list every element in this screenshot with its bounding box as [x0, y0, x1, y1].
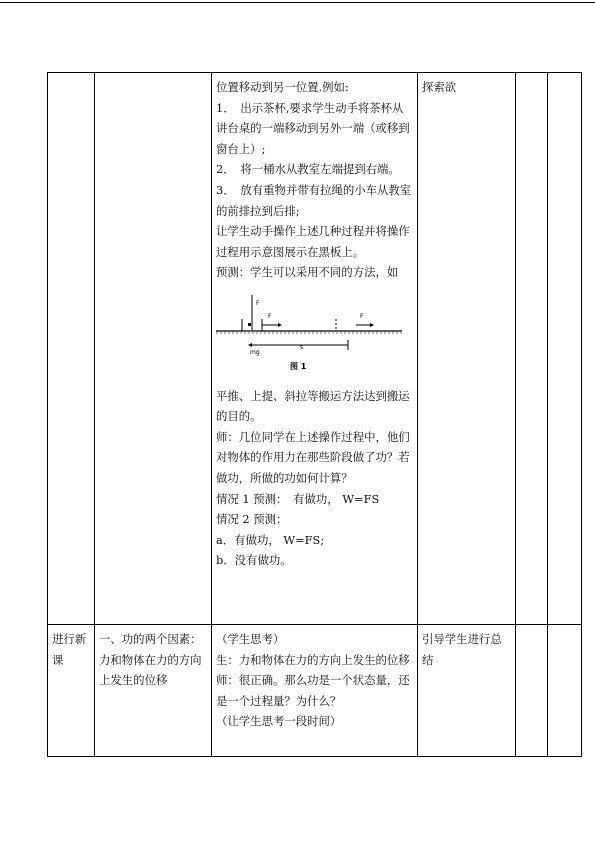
content-line: 预测：学生可以采用不同的方法，如 [216, 265, 399, 280]
empty-cell [548, 625, 582, 757]
label-mg: mg [250, 348, 260, 356]
content-line: 1． 出示茶杯,要求学生动手将茶杯从讲台桌的一端移动到另外一端（或移到窗台上）; [216, 100, 410, 156]
label-f-up: F [256, 299, 260, 307]
content-cell [212, 73, 418, 625]
force-arrowhead-1 [278, 323, 282, 327]
topic-cell [95, 625, 212, 757]
content-cell [212, 625, 418, 757]
empty-cell [516, 625, 548, 757]
table-row [48, 625, 582, 757]
note-text: 探索欲 [422, 80, 457, 94]
content-line: a．有做功， W=FS; [216, 532, 325, 547]
content-line: b．没有做功。 [216, 553, 292, 568]
note-cell [418, 73, 516, 625]
content-line: 生：力和物体在力的方向上发生的位移 [216, 652, 410, 667]
empty-cell [516, 73, 548, 625]
object-dot [248, 323, 251, 326]
label-f-1: F [268, 312, 272, 320]
topic-text: 一、功的两个因素： 力和物体在力的方向上发生的位移 [99, 632, 202, 688]
content-line: 3． 放有重物并带有拉绳的小车从教室的前排拉到后排; [216, 182, 412, 218]
table-row [48, 73, 582, 625]
content-line: 情况 2 预测： [216, 512, 288, 527]
content-line: 师：很正确。那么功是一个状态量，还是一个过程量？为什么？ [216, 673, 410, 708]
content-line: 师：几位同学在上述操作过程中，他们对物体的作用力在那些阶段做了功？若做功，所做的功如何计算？ [216, 429, 410, 485]
content-line: （让学生思考一段时间） [216, 714, 342, 729]
content-line: 2． 将一桶水从教室左端提到右端。 [216, 162, 400, 177]
content-line: 平推、上提、斜拉等搬运方法达到搬运的目的。 [216, 388, 410, 424]
content-line: （学生思考） [216, 632, 285, 646]
empty-cell [548, 73, 582, 625]
stage-cell [48, 73, 95, 625]
lesson-plan-table [47, 72, 582, 757]
stage-cell [48, 625, 95, 757]
content-line: 位置移动到另一位置.例如: [216, 80, 349, 94]
stage-text: 进行新课 [52, 632, 87, 667]
content-line: 让学生动手操作上述几种过程并将操作过程用示意图展示在黑板上。 [216, 224, 410, 259]
displacement-arrowhead [248, 343, 252, 347]
header-rule [0, 2, 595, 3]
figure-caption: 图 1 [290, 361, 307, 371]
note-cell [418, 625, 516, 757]
force-arrowhead-2 [370, 323, 374, 327]
topic-cell [95, 73, 212, 625]
label-f-2: F [360, 312, 364, 320]
label-s: s [300, 343, 304, 351]
force-diagram-figure [216, 289, 402, 377]
content-line: 情况 1 预测： 有做功， W=FS [216, 491, 380, 506]
note-text: 引导学生进行总结 [422, 632, 502, 667]
